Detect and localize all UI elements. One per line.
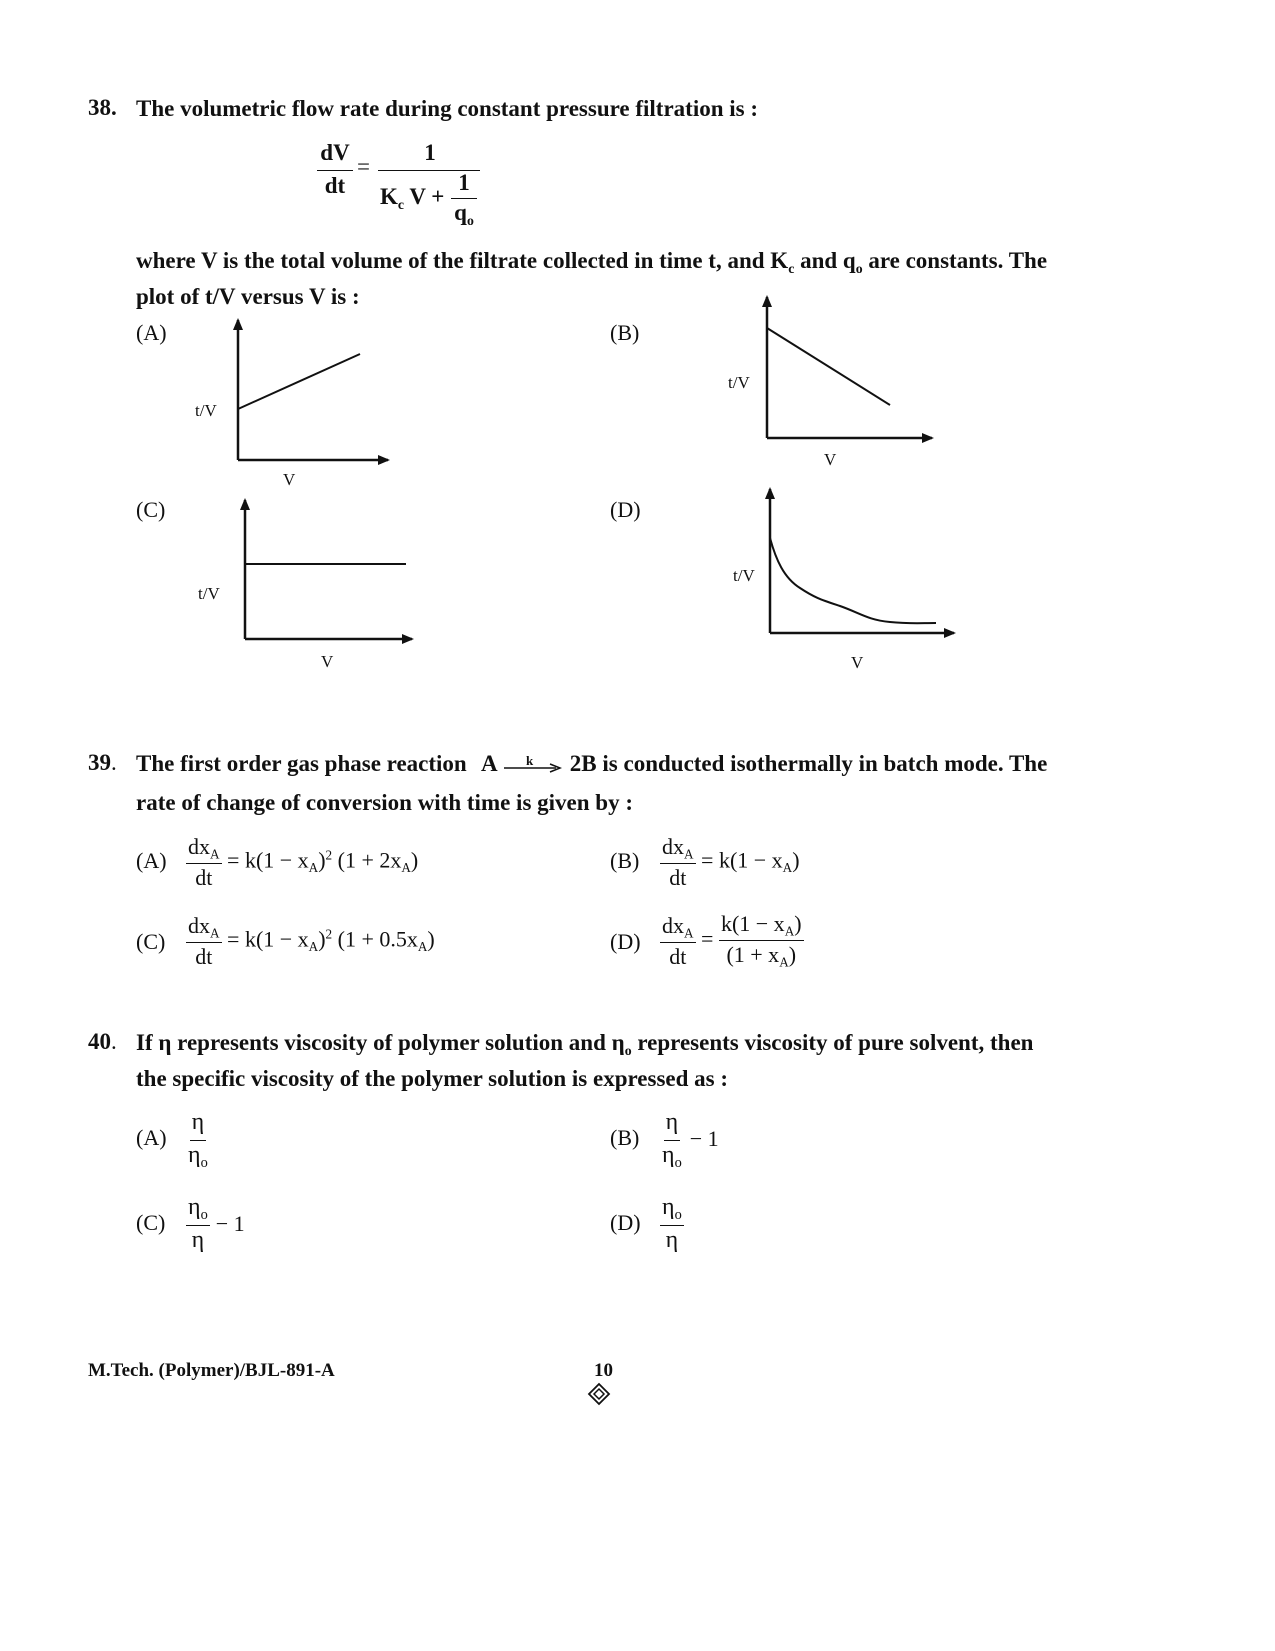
dxa-dt-fraction: $\frac{dx_A}{dt}$ <box>188 913 220 970</box>
plot-d <box>770 489 954 633</box>
plot-d-xlabel: V <box>851 653 864 672</box>
option-label-c: (C) <box>136 497 166 522</box>
plot-d-curve <box>770 538 936 623</box>
eq-lhs-numerator: dV <box>320 140 350 165</box>
plot-a-line <box>238 354 360 409</box>
option-d-expression: $\frac{\eta_o}{\eta}$ <box>662 1194 682 1254</box>
option-label-a: (A) <box>136 320 167 345</box>
question-description: where V is the total volume of the filtrate collected in time t, and $K_c$ and $q_o$ are constants. The <box>136 248 1048 276</box>
rate-constant-label: k <box>526 752 534 768</box>
dxa-dt-fraction: $\frac{dx_A}{dt}$ <box>662 834 694 891</box>
option-c-expression: $\frac{dx_A}{dt}$ = $k(1 - x_A)^2$ $(1 + 0.5x_A)$ <box>188 913 435 970</box>
eq-k-subscript: c <box>397 196 405 212</box>
option-b-expression: $\frac{dx_A}{dt}$ = $k(1 - x_A)$ <box>662 834 800 891</box>
plot-b-ylabel: t/V <box>728 373 750 392</box>
eq-inner-numerator: 1 <box>458 170 470 195</box>
option-label-a: (A) <box>136 1125 167 1150</box>
option-d-expression: $\frac{dx_A}{dt}$ = $\frac{k(1 - x_A)}{(1 + x_A)}$ <box>662 911 802 971</box>
eq-v-plus: V + <box>409 184 445 209</box>
footer-exam-code: M.Tech. (Polymer)/BJL-891-A <box>88 1360 335 1381</box>
plot-b-xlabel: V <box>824 450 837 469</box>
reaction-product: 2B <box>569 751 597 776</box>
plot-c-ylabel: t/V <box>198 584 220 603</box>
plot-d-ylabel: t/V <box>733 566 755 585</box>
plot-a <box>238 320 388 460</box>
option-label-d: (D) <box>610 497 641 522</box>
option-a-expression: $\frac{dx_A}{dt}$ = $k(1 - x_A)^2$ $(1 + 2x_A)$ <box>188 834 419 891</box>
eq-lhs-denominator: dt <box>324 173 346 198</box>
option-b-expression: $\frac{\eta}{\eta_o}$ − 1 <box>662 1109 719 1172</box>
question-number: 39. <box>88 750 117 775</box>
reaction-reactant: A <box>480 751 497 776</box>
plot-b <box>767 297 932 438</box>
question-text-line2: rate of change of conversion with time is given by : <box>136 790 633 815</box>
diamond-icon <box>588 1383 610 1405</box>
right-arrow-icon <box>502 764 564 774</box>
question-text: The first order gas phase reaction A k 2B is conducted isothermally in batch mode. The <box>136 745 1047 782</box>
option-a-expression: $\frac{\eta}{\eta_o}$ <box>188 1109 208 1172</box>
eq-k: K <box>380 184 398 209</box>
question-text-line2: the specific viscosity of the polymer solution is expressed as : <box>136 1066 729 1091</box>
option-d-rhs-fraction: $\frac{k(1 - x_A)}{(1 + x_A)}$ <box>720 911 802 971</box>
plot-c <box>245 500 412 639</box>
question-number: 40. <box>88 1029 117 1054</box>
option-label-b: (B) <box>610 848 640 873</box>
question-text: The volumetric flow rate during constant pressure filtration is : <box>136 96 759 121</box>
question-description-line2: plot of t/V versus V is : <box>136 284 360 309</box>
plot-b-line <box>767 328 890 405</box>
option-label-b: (B) <box>610 320 640 345</box>
eq-rhs-numerator: 1 <box>424 140 436 165</box>
option-label-c: (C) <box>136 929 166 954</box>
reaction-arrow <box>502 752 564 776</box>
plot-a-ylabel: t/V <box>195 401 217 420</box>
eq-equals: = <box>357 154 370 179</box>
option-label-b: (B) <box>610 1125 640 1150</box>
option-label-c: (C) <box>136 1210 166 1235</box>
option-label-d: (D) <box>610 1210 641 1235</box>
plot-a-xlabel: V <box>283 470 296 489</box>
dxa-dt-fraction: $\frac{dx_A}{dt}$ <box>662 912 694 970</box>
option-label-a: (A) <box>136 848 167 873</box>
option-label-d: (D) <box>610 929 641 954</box>
dxa-dt-fraction: $\frac{dx_A}{dt}$ <box>188 834 220 891</box>
question-text: If η represents viscosity of polymer solution and $\eta_o$ represents viscosity of pure solvent, then <box>136 1030 1034 1058</box>
footer-page-number: 10 <box>594 1360 613 1381</box>
plot-c-xlabel: V <box>321 652 334 671</box>
question-number: 38. <box>88 95 117 120</box>
eq-inner-denominator: $q_o$ <box>454 200 474 228</box>
option-c-expression: $\frac{\eta_o}{\eta}$ − 1 <box>188 1194 245 1254</box>
